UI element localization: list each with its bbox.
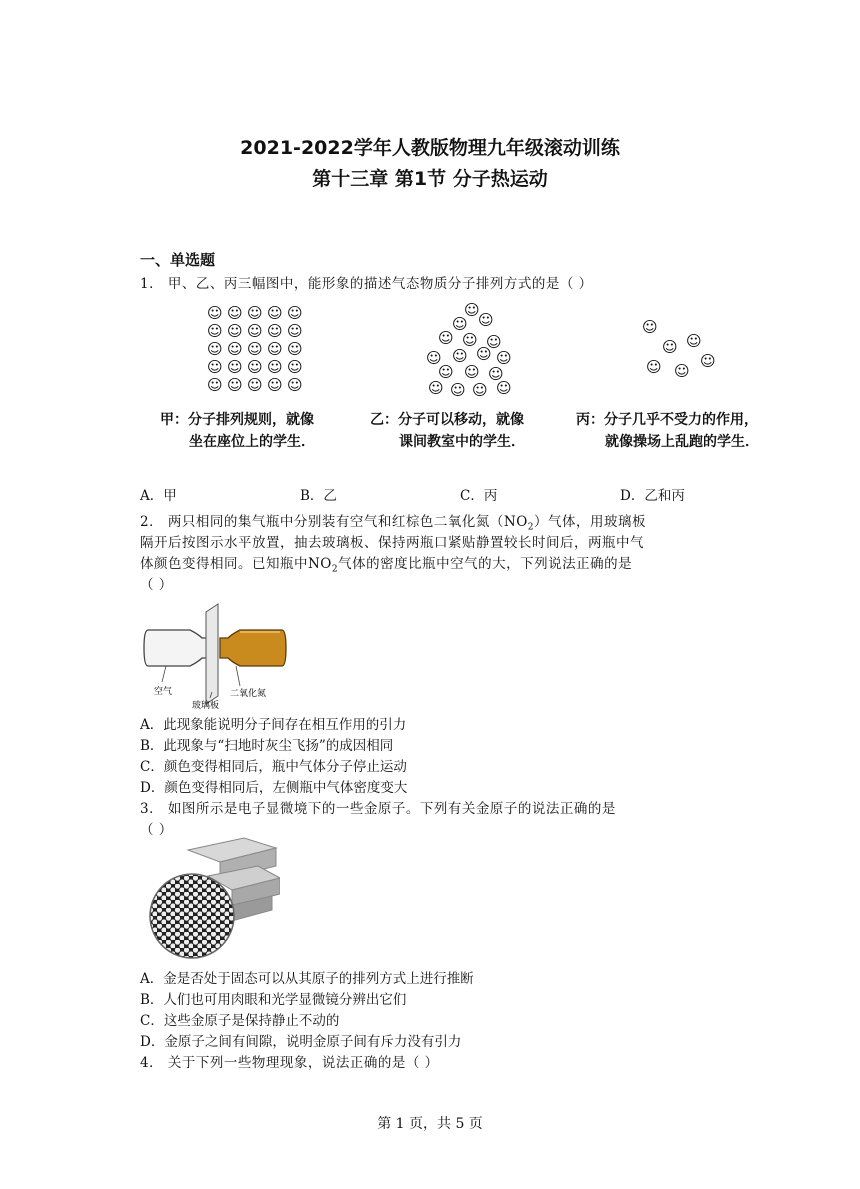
- smiley-face-icon: ☺: [247, 376, 263, 394]
- label-no2: 二氧化氮: [230, 689, 267, 699]
- smiley-face-icon: ☺: [247, 358, 263, 376]
- smiley-face-icon: ☺: [287, 304, 303, 322]
- smiley-face-icon: ☺: [207, 322, 223, 340]
- question-2-line-3: 体颜色变得相同。已知瓶中$NO_2$气体的密度比瓶中空气的大，下列说法正确的是: [140, 556, 633, 575]
- q2-option-c[interactable]: C．颜色变得相同后，瓶中气体分子停止运动: [140, 759, 407, 775]
- smiley-face-icon: ☺: [700, 352, 716, 370]
- q1-option-d[interactable]: D．乙和丙: [620, 488, 685, 504]
- q3-option-b[interactable]: B．人们也可用肉眼和光学显微镜分辨出它们: [140, 992, 407, 1008]
- smiley-face-icon: ☺: [227, 304, 243, 322]
- question-4-stem: 4． 关于下列一些物理现象，说法正确的是（ ）: [140, 1055, 439, 1071]
- smiley-face-icon: ☺: [287, 340, 303, 358]
- caption-bing: 丙：分子几乎不受力的作用， 就像操场上乱跑的学生．: [576, 412, 759, 450]
- smiley-face-icon: ☺: [438, 363, 454, 381]
- question-3-line-1: 3． 如图所示是电子显微境下的一些金原子。下列有关金原子的说法正确的是: [140, 801, 616, 817]
- label-air: 空气: [154, 687, 173, 697]
- smiley-face-icon: ☺: [247, 340, 263, 358]
- question-1-stem: 1． 甲、乙、丙三幅图中，能形象的描述气态物质分子排列方式的是（ ）: [140, 276, 593, 292]
- smiley-face-icon: ☺: [267, 340, 283, 358]
- q3-option-d[interactable]: D．金原子之间有间隙，说明金原子间有斥力没有引力: [140, 1034, 462, 1050]
- q2-option-b[interactable]: B．此现象与“扫地时灰尘飞扬”的成因相同: [140, 738, 394, 754]
- q3-option-c[interactable]: C．这些金原子是保持静止不动的: [140, 1013, 340, 1029]
- smiley-face-icon: ☺: [287, 376, 303, 394]
- q1-option-c[interactable]: C．丙: [460, 488, 498, 504]
- smiley-face-icon: ☺: [247, 322, 263, 340]
- smiley-face-icon: ☺: [674, 362, 690, 380]
- q1-option-b[interactable]: B．乙: [300, 488, 337, 504]
- smiley-face-icon: ☺: [488, 365, 504, 383]
- q2-option-a[interactable]: A．此现象能说明分子间存在相互作用的引力: [140, 717, 407, 733]
- figure-yi-molecule-cluster: [420, 303, 520, 398]
- smiley-face-icon: ☺: [426, 349, 442, 367]
- smiley-face-icon: ☺: [227, 322, 243, 340]
- question-2-line-1: 2． 两只相同的集气瓶中分别装有空气和红棕色二氧化氮$(NO_2)$气体，用玻璃板: [140, 514, 646, 533]
- smiley-face-icon: ☺: [267, 358, 283, 376]
- smiley-face-icon: ☺: [227, 340, 243, 358]
- smiley-face-icon: ☺: [267, 304, 283, 322]
- smiley-face-icon: ☺: [267, 322, 283, 340]
- smiley-face-icon: ☺: [428, 379, 444, 397]
- smiley-face-icon: ☺: [452, 315, 468, 333]
- smiley-face-icon: ☺: [438, 329, 454, 347]
- smiley-face-icon: ☺: [207, 340, 223, 358]
- smiley-face-icon: ☺: [227, 376, 243, 394]
- smiley-face-icon: ☺: [472, 381, 488, 399]
- smiley-face-icon: ☺: [207, 304, 223, 322]
- q1-option-a[interactable]: A．甲: [140, 488, 177, 504]
- gas-jar-figure: [140, 602, 290, 710]
- smiley-face-icon: ☺: [642, 318, 658, 336]
- smiley-face-icon: ☺: [478, 311, 494, 329]
- smiley-face-icon: ☺: [462, 331, 478, 349]
- figure-bing-molecule-sparse: [640, 318, 720, 383]
- caption-yi: 乙：分子可以移动，就像 课间教室中的学生．: [370, 412, 525, 450]
- q3-option-a[interactable]: A．金是否处于固态可以从其原子的排列方式上进行推断: [140, 971, 474, 987]
- caption-jia: 甲：分子排列规则，就像 坐在座位上的学生．: [160, 412, 315, 450]
- smiley-face-icon: ☺: [267, 376, 283, 394]
- smiley-face-icon: ☺: [452, 347, 468, 365]
- page-footer: 第 1 页，共 5 页: [377, 1116, 483, 1132]
- smiley-face-icon: ☺: [496, 349, 512, 367]
- smiley-face-icon: ☺: [686, 332, 702, 350]
- smiley-face-icon: ☺: [207, 358, 223, 376]
- q2-option-d[interactable]: D．颜色变得相同后，左侧瓶中气体密度变大: [140, 780, 408, 796]
- smiley-face-icon: ☺: [662, 338, 678, 356]
- smiley-face-icon: ☺: [486, 333, 502, 351]
- question-2-line-2: 隔开后按图示水平放置，抽去玻璃板、保持两瓶口紧贴静置较长时间后，两瓶中气: [140, 535, 644, 551]
- page-subtitle: 第十三章 第1节 分子热运动: [312, 168, 548, 190]
- smiley-face-icon: ☺: [207, 376, 223, 394]
- smiley-face-icon: ☺: [646, 358, 662, 376]
- section-title: 一、单选题: [140, 251, 216, 269]
- smiley-face-icon: ☺: [287, 358, 303, 376]
- page-title: 2021-2022学年人教版物理九年级滚动训练: [240, 137, 620, 159]
- question-2-line-4: （ ）: [140, 577, 173, 593]
- smiley-face-icon: ☺: [247, 304, 263, 322]
- smiley-face-icon: ☺: [227, 358, 243, 376]
- smiley-face-icon: ☺: [496, 379, 512, 397]
- smiley-face-icon: ☺: [464, 301, 480, 319]
- smiley-face-icon: ☺: [464, 363, 480, 381]
- question-3-line-2: （ ）: [140, 822, 173, 838]
- smiley-face-icon: ☺: [476, 345, 492, 363]
- gold-atom-figure: [148, 836, 280, 964]
- smiley-face-icon: ☺: [287, 322, 303, 340]
- smiley-face-icon: ☺: [450, 381, 466, 399]
- figure-jia-molecule-grid: [207, 306, 307, 396]
- label-glass-plate: 玻璃板: [192, 701, 220, 710]
